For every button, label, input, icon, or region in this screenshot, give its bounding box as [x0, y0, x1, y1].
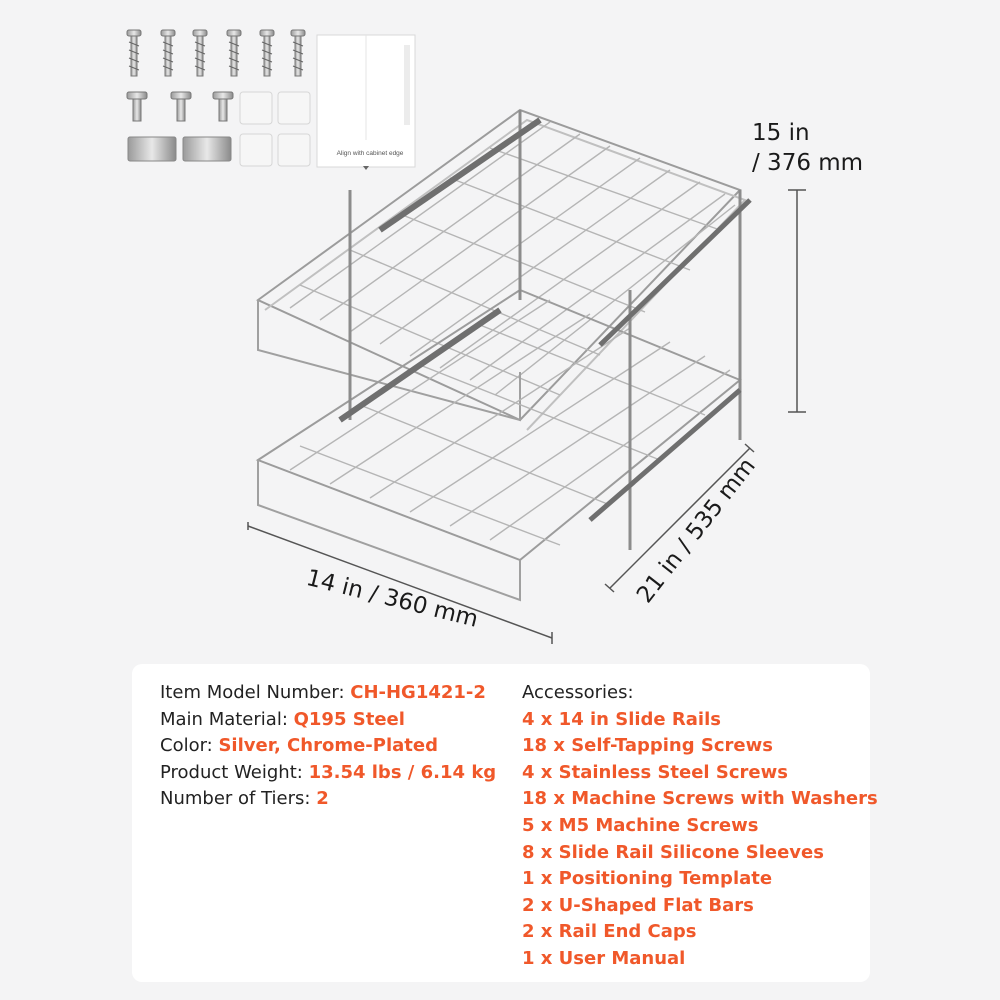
- accessory-item: 18 x Machine Screws with Washers: [522, 788, 878, 810]
- template-note: Align with cabinet edge: [336, 150, 404, 157]
- accessory-item: 4 x Stainless Steel Screws: [522, 761, 788, 783]
- spec-card: [132, 664, 878, 982]
- accessories-title: Accessories:: [522, 682, 634, 703]
- spec-row-weight: Product Weight: 13.54 lbs / 6.14 kg: [160, 761, 497, 783]
- spec-row-model: Item Model Number: CH-HG1421-2: [160, 682, 486, 703]
- accessories-list: [522, 680, 878, 973]
- height-mm: / 376 mm: [752, 150, 864, 176]
- accessory-item: 5 x M5 Machine Screws: [522, 814, 759, 836]
- spec-row-color: Color: Silver, Chrome-Plated: [160, 735, 438, 757]
- accessory-item: 1 x Positioning Template: [522, 868, 773, 890]
- height-in: 15 in: [752, 120, 810, 146]
- spec-row-material: Main Material: Q195 Steel: [160, 708, 405, 730]
- machine-screws-icon: [127, 92, 233, 121]
- spec-list: [160, 680, 496, 813]
- accessory-item: 2 x U-Shaped Flat Bars: [522, 894, 754, 916]
- accessory-item: 18 x Self-Tapping Screws: [522, 735, 773, 757]
- accessory-item: 4 x 14 in Slide Rails: [522, 708, 721, 730]
- pull-out-basket-illustration: [258, 110, 750, 600]
- spec-row-tiers: Number of Tiers: 2: [160, 788, 329, 810]
- accessory-item: 1 x User Manual: [522, 947, 686, 969]
- accessory-item: 8 x Slide Rail Silicone Sleeves: [522, 841, 824, 863]
- u-shaped-flat-bars-icon: [128, 137, 231, 161]
- width-dimension-label: 14 in / 360 mm: [303, 565, 481, 633]
- depth-dimension-label: 21 in / 535 mm: [632, 453, 761, 609]
- silicone-sleeves-icon: [240, 92, 310, 166]
- self-tapping-screws-icon: [127, 30, 305, 76]
- height-dimension-label: [752, 118, 863, 178]
- accessory-item: 2 x Rail End Caps: [522, 921, 697, 943]
